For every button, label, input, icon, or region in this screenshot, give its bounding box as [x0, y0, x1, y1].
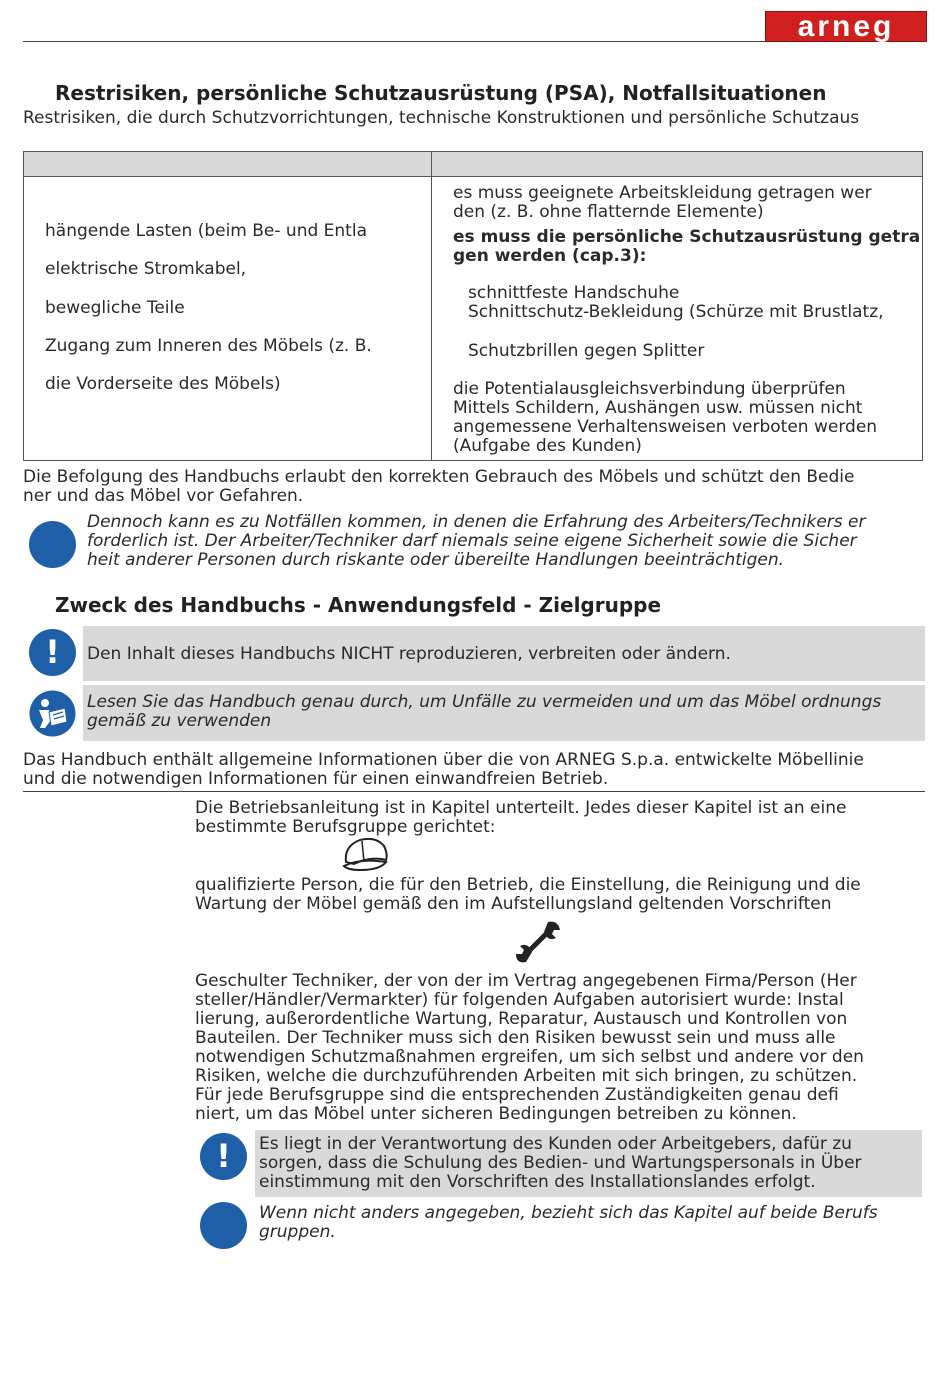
- residual-risks-intro: Restrisiken, die durch Schutzvorrichtungen, technische Konstruktionen und persönliche Schutzaus: [23, 108, 860, 128]
- emergency-note: forderlich ist. Der Arbeiter/Techniker darf niemals seine eigene Sicherheit sowie die Sicher: [87, 531, 857, 551]
- emergency-note: heit anderer Personen durch riskante oder übereilte Handlungen beeinträchtigen.: [87, 550, 785, 570]
- chapters-text: bestimmte Berufsgruppe gerichtet:: [195, 817, 496, 837]
- technician-line: Geschulter Techniker, der von der im Vertrag angegebenen Firma/Person (Her: [195, 971, 857, 991]
- operator-cap-icon: [340, 832, 392, 874]
- header-rule: [23, 41, 765, 42]
- risk-item: hängende Lasten (beim Be- und Entla: [45, 221, 367, 241]
- exclamation-icon: !: [29, 629, 76, 676]
- technician-line: Für jede Berufsgruppe sind die entsprechenden Zuständigkeiten genau defi: [195, 1085, 839, 1105]
- technician-line: Bauteilen. Der Techniker muss sich den Risiken bewusst sein und muss alle: [195, 1028, 836, 1048]
- risk-item: Zugang zum Inneren des Möbels (z. B.: [45, 336, 372, 356]
- ppe-goggles: Schutzbrillen gegen Splitter: [468, 341, 705, 361]
- risk-table-divider: [431, 176, 432, 461]
- measure-ppe: gen werden (cap.3):: [453, 246, 647, 266]
- emergency-note: Dennoch kann es zu Notfällen kommen, in denen die Erfahrung des Arbeiters/Technikers er: [87, 512, 866, 532]
- technician-line: lierung, außerordentliche Wartung, Reparatur, Austausch und Kontrollen von: [195, 1009, 848, 1029]
- technician-line: steller/Händler/Vermarkter) für folgenden Aufgaben autorisiert wurde: Instal: [195, 990, 844, 1010]
- ppe-gloves: schnittfeste Handschuhe: [468, 283, 680, 303]
- section-title-residual-risks: Restrisiken, persönliche Schutzausrüstung (PSA), Notfallsituationen: [55, 81, 827, 105]
- operator-description: Wartung der Möbel gemäß den im Aufstellungsland geltenden Vorschriften: [195, 894, 832, 914]
- info-circle-icon: [200, 1202, 247, 1249]
- risk-table-header-divider: [431, 151, 432, 177]
- section-rule: [23, 791, 925, 792]
- measure-signs: Mittels Schildern, Aushängen usw. müssen nicht: [453, 398, 863, 418]
- measure-signs: angemessene Verhaltensweisen verboten werden: [453, 417, 878, 437]
- customer-responsibility: einstimmung mit den Vorschriften des Installationslandes erfolgt.: [259, 1172, 816, 1192]
- risk-item: bewegliche Teile: [45, 298, 185, 318]
- wrench-icon: [512, 918, 564, 966]
- measure-clothing: es muss geeignete Arbeitskleidung getragen wer: [453, 183, 872, 203]
- manual-info-text: und die notwendigen Informationen für einen einwandfreien Betrieb.: [23, 769, 609, 789]
- manual-compliance-text: Die Befolgung des Handbuchs erlaubt den korrekten Gebrauch des Möbels und schützt den Bedie: [23, 467, 855, 487]
- both-groups-note: gruppen.: [259, 1222, 336, 1242]
- measure-signs: (Aufgabe des Kunden): [453, 436, 642, 456]
- read-manual-icon: [29, 690, 76, 737]
- risk-item: die Vorderseite des Möbels): [45, 374, 281, 394]
- customer-responsibility: sorgen, dass die Schulung des Bedien- und Wartungspersonals in Über: [259, 1153, 862, 1173]
- measure-clothing: den (z. B. ohne flatternde Elemente): [453, 202, 764, 222]
- manual-info-text: Das Handbuch enthält allgemeine Informationen über die von ARNEG S.p.a. entwickelte Möbellinie: [23, 750, 864, 770]
- technician-line: niert, um das Möbel unter sicheren Bedingungen betreiben zu können.: [195, 1104, 797, 1124]
- technician-line: notwendigen Schutzmaßnahmen ergreifen, um sich selbst und andere vor den: [195, 1047, 864, 1067]
- customer-responsibility: Es liegt in der Verantwortung des Kunden oder Arbeitgebers, dafür zu: [259, 1134, 852, 1154]
- measure-equipotential: die Potentialausgleichsverbindung überprüfen: [453, 379, 846, 399]
- risk-table-header: [23, 151, 923, 177]
- chapters-text: Die Betriebsanleitung ist in Kapitel unterteilt. Jedes dieser Kapitel ist an eine: [195, 798, 847, 818]
- technician-line: Risiken, welche die durchzuführenden Arbeiten mit sich bringen, zu schützen.: [195, 1066, 858, 1086]
- measure-ppe: es muss die persönliche Schutzausrüstung getra: [453, 227, 921, 247]
- read-manual-note: gemäß zu verwenden: [87, 711, 272, 731]
- manual-compliance-text: ner und das Möbel vor Gefahren.: [23, 486, 304, 506]
- ppe-clothing: Schnittschutz-Bekleidung (Schürze mit Brustlatz,: [468, 302, 884, 322]
- both-groups-note: Wenn nicht anders angegeben, bezieht sich das Kapitel auf beide Berufs: [259, 1203, 878, 1223]
- section-title-purpose: Zweck des Handbuchs - Anwendungsfeld - Zielgruppe: [55, 593, 662, 617]
- risk-item: elektrische Stromkabel,: [45, 259, 247, 279]
- read-manual-note: Lesen Sie das Handbuch genau durch, um Unfälle zu vermeiden und um das Möbel ordnungs: [87, 692, 882, 712]
- arneg-logo: arneg: [765, 11, 927, 42]
- no-reproduce-warning: Den Inhalt dieses Handbuchs NICHT reproduzieren, verbreiten oder ändern.: [87, 644, 731, 664]
- exclamation-icon: !: [200, 1133, 247, 1180]
- info-circle-icon: [29, 521, 76, 568]
- operator-description: qualifizierte Person, die für den Betrieb, die Einstellung, die Reinigung und die: [195, 875, 861, 895]
